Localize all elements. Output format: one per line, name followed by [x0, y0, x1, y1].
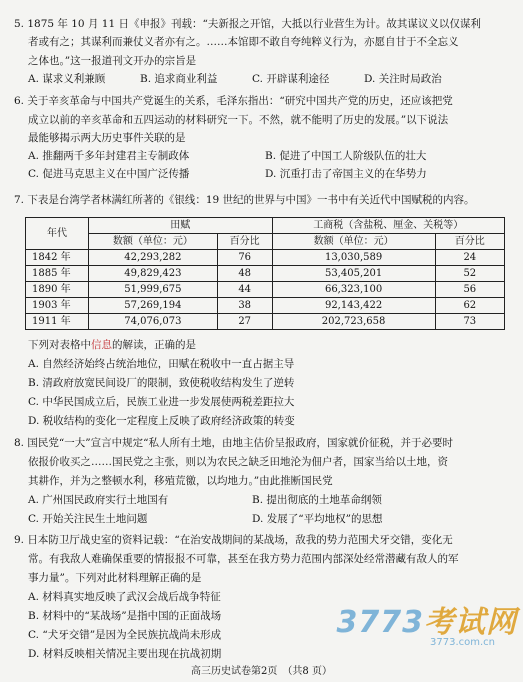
row-field-pct: 76 — [217, 250, 272, 266]
q5-stem-line2: 者或有之；其谋利而兼仗义者亦有之。……本馆即不敢自夸纯粹义行为，亦愿自甘于不全忘义 — [28, 36, 459, 48]
row-commerce-amount: 202,723,658 — [272, 314, 435, 330]
q7-option-a: A. 自然经济始终占统治地位，田赋在税收中一直占据主导 — [28, 358, 295, 370]
row-commerce-amount: 66,323,100 — [272, 282, 435, 298]
row-commerce-pct: 62 — [435, 298, 504, 314]
watermark-logo — [336, 605, 518, 640]
row-commerce-amount: 53,405,201 — [272, 266, 435, 282]
q9-option-b: B. 材料中的“某战场”是指中国的正面战场 — [28, 610, 222, 622]
q9-option-c: C. “犬牙交错”是因为全民族抗战尚未形成 — [28, 629, 222, 641]
q5-stem-line1: 5. 1875 年 10 月 11 日《申报》刊载：“夫新报之开馆，大抵以行业营生为计。故其谋议义以仅谋利 — [14, 18, 481, 30]
row-field-amount: 51,999,675 — [89, 282, 218, 298]
row-field-pct: 44 — [217, 282, 272, 298]
q9-option-a: A. 材料真实地反映了武汉会战后战争特征 — [28, 591, 221, 603]
field-pct-header: 百分比 — [217, 234, 272, 250]
field-amount-header: 数额（单位：元） — [89, 234, 218, 250]
q7-prompt-pre: 下列对表格中 — [28, 339, 91, 351]
table-row — [26, 298, 505, 314]
q6-option-a: A. 推翻两千多年封建君主专制政体 — [28, 150, 190, 162]
row-commerce-pct: 73 — [435, 314, 504, 330]
q7-prompt-highlight: 信息 — [91, 339, 112, 351]
q7-prompt-post: 的解读，正确的是 — [112, 339, 196, 351]
row-field-amount: 42,293,282 — [89, 250, 218, 266]
watermark-logo-number: 3773 — [336, 605, 424, 640]
q5-option-b: B. 追求商业利益 — [140, 73, 218, 85]
page-footer: 高三历史试卷第2页 （共8 页） — [191, 666, 332, 677]
row-year: 1903 年 — [26, 298, 89, 314]
row-year: 1890 年 — [26, 282, 89, 298]
q5-stem-line3: 之体也。”这一报道刊文开办的宗旨是 — [28, 55, 197, 67]
row-field-amount: 49,829,423 — [89, 266, 218, 282]
site-watermark — [336, 605, 518, 648]
q8-option-a: A. 广州国民政府实行土地国有 — [28, 494, 169, 506]
q7-option-b: B. 清政府放宽民间设厂的限制，致使税收结构发生了逆转 — [28, 377, 295, 389]
row-field-pct: 27 — [217, 314, 272, 330]
q8-stem-line3: 其耕作，并为之整顿水利，移殖荒徼，以均地力。”由此推断国民党 — [28, 475, 333, 487]
row-field-amount: 57,269,194 — [89, 298, 218, 314]
q6-option-c: C. 促进马克思主义在中国广泛传播 — [28, 168, 190, 180]
q6-option-d: D. 沉重打击了帝国主义的在华势力 — [265, 168, 427, 180]
q5-option-a: A. 谋求义利兼顾 — [28, 73, 106, 85]
q9-stem-line1: 9. 日本防卫厅战史室的资料记载：“在治安战期间的某战场，敌我的势力范围犬牙交错，变化无 — [14, 534, 453, 546]
q6-stem-line1: 6. 关于辛亥革命与中国共产党诞生的关系，毛泽东指出：“研究中国共产党的历史，还应该把党 — [14, 95, 453, 107]
table-row — [26, 282, 505, 298]
q7-prompt — [28, 339, 196, 352]
row-commerce-pct: 24 — [435, 250, 504, 266]
row-year: 1885 年 — [26, 266, 89, 282]
q9-stem-line3: 事力量”。下列对此材料理解正确的是 — [28, 572, 202, 584]
q6-stem-line3: 最能够揭示两大历史事件关联的是 — [28, 132, 186, 144]
commerce-tax-header: 工商税（含盐税、厘金、关税等） — [272, 218, 504, 234]
tax-table — [25, 217, 505, 330]
row-commerce-amount: 92,143,422 — [272, 298, 435, 314]
commerce-pct-header: 百分比 — [435, 234, 504, 250]
q5-option-d: D. 关注时局政治 — [364, 73, 442, 85]
year-header: 年代 — [26, 218, 89, 250]
q7-option-c: C. 中华民国成立后，民族工业进一步发展使两税差距拉大 — [28, 396, 295, 408]
q7-stem: 7. 下表是台湾学者林满红所著的《银线：19 世纪的世界与中国》一书中有关近代中国赋税的内容。 — [14, 194, 475, 206]
q6-option-b: B. 促进了中国工人阶级队伍的壮大 — [265, 150, 427, 162]
q8-option-b: B. 提出彻底的土地革命纲领 — [252, 494, 382, 506]
row-field-amount: 74,076,073 — [89, 314, 218, 330]
row-year: 1842 年 — [26, 250, 89, 266]
q8-option-d: D. 发展了“平均地权”的思想 — [252, 513, 383, 525]
q9-option-d: D. 材料反映相关情况主要出现在抗战初期 — [28, 648, 222, 660]
row-field-pct: 48 — [217, 266, 272, 282]
row-field-pct: 38 — [217, 298, 272, 314]
q8-stem-line1: 8. 国民党“一大”宣言中规定“私人所有土地，由地主估价呈报政府，国家就价征税，并于必要时 — [14, 437, 453, 449]
row-commerce-amount: 13,030,589 — [272, 250, 435, 266]
watermark-url: 3773.com.cn — [430, 637, 495, 648]
q6-stem-line2: 成立以前的辛亥革命和五四运动的材料研究一下。不然，就不能明了历史的发展。”以下说法 — [28, 114, 449, 126]
row-commerce-pct: 52 — [435, 266, 504, 282]
q7-option-d: D. 税收结构的变化一定程度上反映了政府经济政策的转变 — [28, 415, 295, 427]
field-tax-header: 田赋 — [89, 218, 273, 234]
table-row — [26, 314, 505, 330]
row-commerce-pct: 56 — [435, 282, 504, 298]
commerce-amount-header: 数额（单位：元） — [272, 234, 435, 250]
watermark-logo-text: 考试网 — [424, 605, 517, 640]
table-row — [26, 250, 505, 266]
q8-option-c: C. 开始关注民生土地问题 — [28, 513, 148, 525]
q5-option-c: C. 开辟谋利途径 — [252, 73, 330, 85]
q9-stem-line2: 常。有我敌人难确保重要的情报报不可靠，甚至在我方势力范围内部深处经常潜藏有敌人的军 — [28, 553, 459, 565]
table-row — [26, 266, 505, 282]
q8-stem-line2: 依报价收买之……国民党之主张，则以为农民之缺乏田地沦为佃户者，国家当给以土地，资 — [28, 456, 448, 468]
row-year: 1911 年 — [26, 314, 89, 330]
